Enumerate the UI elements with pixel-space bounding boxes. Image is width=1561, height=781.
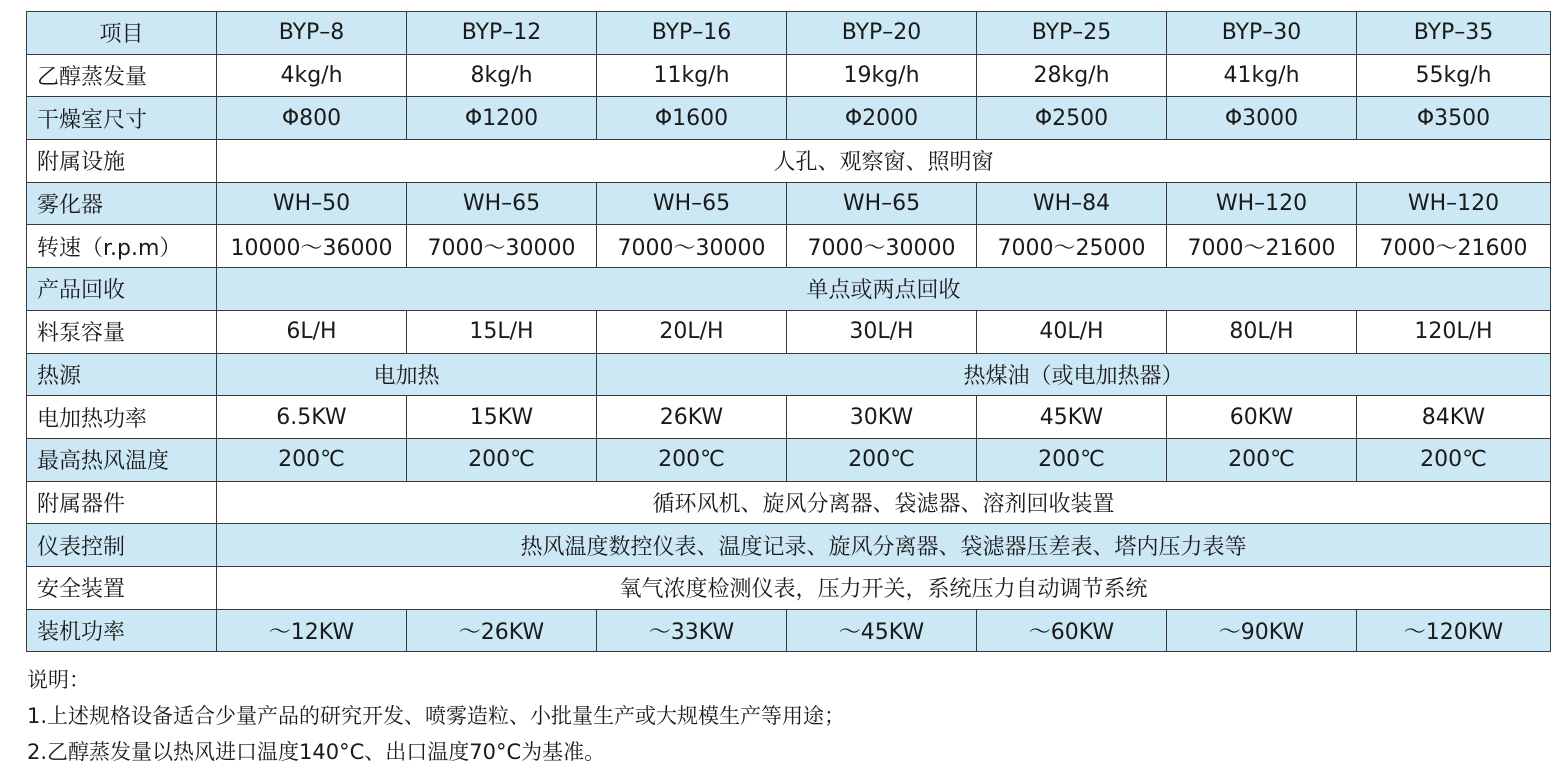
value-cell: WH–120 xyxy=(1167,182,1357,225)
row-label: 电加热功率 xyxy=(27,396,217,439)
spec-row xyxy=(27,310,1551,353)
spec-table-body xyxy=(27,12,1551,652)
value-cell: 7000～30000 xyxy=(407,225,597,268)
value-cell: 7000～30000 xyxy=(787,225,977,268)
value-cell: 10000～36000 xyxy=(217,225,407,268)
value-cell: ～60KW xyxy=(977,609,1167,652)
value-cell: ～120KW xyxy=(1357,609,1551,652)
spec-row xyxy=(27,524,1551,567)
value-cell: 200℃ xyxy=(217,438,407,481)
value-cell: 200℃ xyxy=(787,438,977,481)
note-item-1: 1.上述规格设备适合少量产品的研究开发、喷雾造粒、小批量生产或大规模生产等用途； xyxy=(27,704,846,728)
spec-row xyxy=(27,268,1551,311)
value-cell: 15KW xyxy=(407,396,597,439)
value-cell: 30L/H xyxy=(787,310,977,353)
spec-row xyxy=(27,182,1551,225)
value-cell: 28kg/h xyxy=(977,54,1167,97)
value-cell: Φ3000 xyxy=(1167,97,1357,140)
value-cell: WH–65 xyxy=(407,182,597,225)
row-label: 转速（r.p.m） xyxy=(27,225,217,268)
merged-value-cell: 循环风机、旋风分离器、袋滤器、溶剂回收装置 xyxy=(217,481,1551,524)
merged-value-cell: 电加热 xyxy=(217,353,597,396)
row-label: 仪表控制 xyxy=(27,524,217,567)
value-cell: 8kg/h xyxy=(407,54,597,97)
value-cell: WH–120 xyxy=(1357,182,1551,225)
value-cell: 6.5KW xyxy=(217,396,407,439)
value-cell: ～90KW xyxy=(1167,609,1357,652)
row-label: 产品回收 xyxy=(27,268,217,311)
value-cell: 7000～21600 xyxy=(1167,225,1357,268)
spec-row xyxy=(27,609,1551,652)
spec-table xyxy=(26,11,1551,652)
value-cell: 11kg/h xyxy=(597,54,787,97)
header-cell-model: BYP–16 xyxy=(597,12,787,55)
merged-value-cell: 热风温度数控仪表、温度记录、旋风分离器、袋滤器压差表、塔内压力表等 xyxy=(217,524,1551,567)
value-cell: 7000～25000 xyxy=(977,225,1167,268)
value-cell: 4kg/h xyxy=(217,54,407,97)
value-cell: Φ2000 xyxy=(787,97,977,140)
value-cell: 7000～30000 xyxy=(597,225,787,268)
notes-heading: 说明： xyxy=(27,668,90,692)
merged-value-cell: 人孔、观察窗、照明窗 xyxy=(217,140,1551,183)
value-cell: Φ1600 xyxy=(597,97,787,140)
spec-row xyxy=(27,140,1551,183)
merged-value-cell: 热煤油（或电加热器） xyxy=(597,353,1551,396)
value-cell: 45KW xyxy=(977,396,1167,439)
merged-value-cell: 氧气浓度检测仪表，压力开关，系统压力自动调节系统 xyxy=(217,566,1551,609)
value-cell: ～33KW xyxy=(597,609,787,652)
row-label: 雾化器 xyxy=(27,182,217,225)
row-label: 装机功率 xyxy=(27,609,217,652)
header-cell-model: BYP–20 xyxy=(787,12,977,55)
value-cell: WH–84 xyxy=(977,182,1167,225)
value-cell: ～12KW xyxy=(217,609,407,652)
spec-row xyxy=(27,438,1551,481)
value-cell: Φ2500 xyxy=(977,97,1167,140)
value-cell: 15L/H xyxy=(407,310,597,353)
value-cell: 19kg/h xyxy=(787,54,977,97)
row-label: 最高热风温度 xyxy=(27,438,217,481)
merged-value-cell: 单点或两点回收 xyxy=(217,268,1551,311)
value-cell: 80L/H xyxy=(1167,310,1357,353)
value-cell: Φ1200 xyxy=(407,97,597,140)
spec-row xyxy=(27,481,1551,524)
notes-section xyxy=(27,662,1547,770)
value-cell: 55kg/h xyxy=(1357,54,1551,97)
value-cell: 26KW xyxy=(597,396,787,439)
header-cell-model: BYP–25 xyxy=(977,12,1167,55)
value-cell: 6L/H xyxy=(217,310,407,353)
value-cell: Φ3500 xyxy=(1357,97,1551,140)
value-cell: ～45KW xyxy=(787,609,977,652)
value-cell: 41kg/h xyxy=(1167,54,1357,97)
value-cell: Φ800 xyxy=(217,97,407,140)
value-cell: 60KW xyxy=(1167,396,1357,439)
spec-row xyxy=(27,97,1551,140)
value-cell: 200℃ xyxy=(977,438,1167,481)
header-cell-model: BYP–30 xyxy=(1167,12,1357,55)
header-cell-item: 项目 xyxy=(27,12,217,55)
value-cell: WH–65 xyxy=(597,182,787,225)
spec-row xyxy=(27,566,1551,609)
value-cell: WH–50 xyxy=(217,182,407,225)
row-label: 附属器件 xyxy=(27,481,217,524)
note-item-2: 2.乙醇蒸发量以热风进口温度140°C、出口温度70°C为基准。 xyxy=(27,740,606,764)
spec-row xyxy=(27,225,1551,268)
row-label: 料泵容量 xyxy=(27,310,217,353)
row-label: 干燥室尺寸 xyxy=(27,97,217,140)
value-cell: 20L/H xyxy=(597,310,787,353)
value-cell: 200℃ xyxy=(597,438,787,481)
spec-row xyxy=(27,353,1551,396)
header-row xyxy=(27,12,1551,55)
header-cell-model: BYP–12 xyxy=(407,12,597,55)
value-cell: ～26KW xyxy=(407,609,597,652)
value-cell: 200℃ xyxy=(1357,438,1551,481)
value-cell: 7000～21600 xyxy=(1357,225,1551,268)
row-label: 安全装置 xyxy=(27,566,217,609)
value-cell: 120L/H xyxy=(1357,310,1551,353)
row-label: 附属设施 xyxy=(27,140,217,183)
value-cell: 30KW xyxy=(787,396,977,439)
row-label: 热源 xyxy=(27,353,217,396)
header-cell-model: BYP–35 xyxy=(1357,12,1551,55)
value-cell: WH–65 xyxy=(787,182,977,225)
value-cell: 200℃ xyxy=(1167,438,1357,481)
value-cell: 84KW xyxy=(1357,396,1551,439)
row-label: 乙醇蒸发量 xyxy=(27,54,217,97)
value-cell: 40L/H xyxy=(977,310,1167,353)
header-cell-model: BYP–8 xyxy=(217,12,407,55)
spec-row xyxy=(27,396,1551,439)
value-cell: 200℃ xyxy=(407,438,597,481)
spec-row xyxy=(27,54,1551,97)
